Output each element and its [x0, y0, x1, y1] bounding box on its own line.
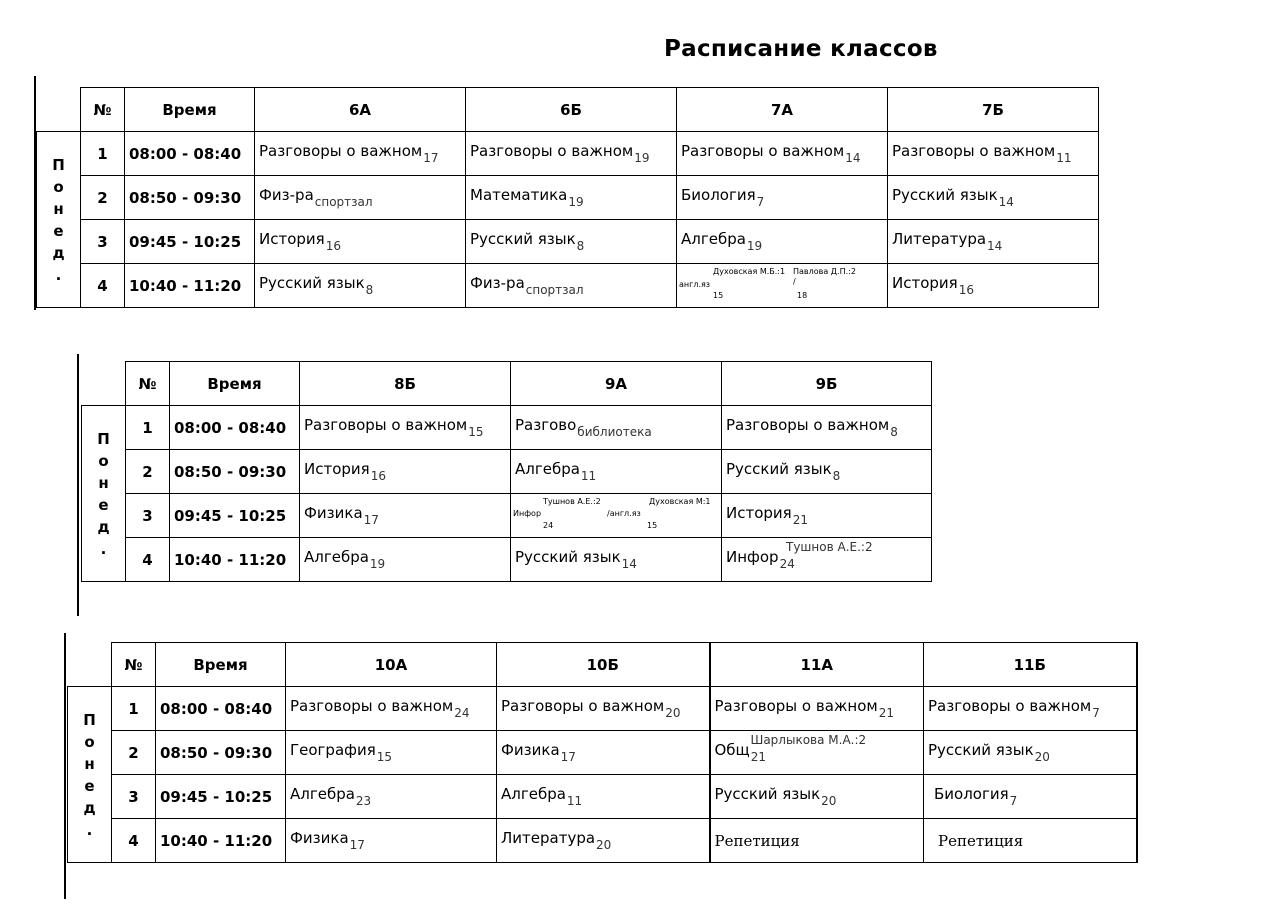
table2-left-rule — [77, 354, 79, 616]
lesson-time: 09:45 - 10:25 — [156, 775, 286, 819]
lesson-cell[interactable]: Физика$_{17}$ — [286, 819, 497, 863]
table3-left-rule — [64, 633, 66, 899]
lesson-cell[interactable]: Математика$_{19}$ — [466, 176, 677, 220]
lesson-cell[interactable]: Русский язык$_8$ — [722, 450, 932, 494]
lesson-cell[interactable]: Алгебра$_{19}$ — [677, 220, 888, 264]
lesson-cell[interactable]: История$_{16}$ — [888, 264, 1099, 308]
lesson-number: 2 — [81, 176, 125, 220]
teacher-note: Тушнов А.Е.:2 — [786, 540, 873, 554]
lesson-number: 4 — [126, 538, 170, 582]
header-class: 7Б — [888, 88, 1099, 132]
schedule-table-8-9 — [81, 361, 932, 582]
lesson-time: 08:00 - 08:40 — [170, 406, 300, 450]
lesson-cell[interactable]: Разговоры о важном$_8$ — [722, 406, 932, 450]
header-num: № — [126, 362, 170, 406]
lesson-cell[interactable]: Разговоры о важном$_{24}$ — [286, 687, 497, 731]
lesson-cell[interactable]: Физ-$ра_{спортзал}$ — [466, 264, 677, 308]
lesson-cell[interactable]: Русский язык$_8$ — [255, 264, 466, 308]
lesson-cell[interactable]: Разговоры о важном$_{19}$ — [466, 132, 677, 176]
schedule-table-10-11 — [67, 642, 1138, 863]
lesson-cell-split[interactable]: Духовская М.Б.:1 Павлова Д.П.:2 англ.яз / 15 18 — [677, 264, 888, 308]
lesson-number: 3 — [112, 775, 156, 819]
schedule-table-6-7 — [36, 87, 1099, 308]
lesson-cell[interactable]: Биология$_7$ — [924, 775, 1137, 819]
header-class: 11А — [710, 643, 924, 687]
page-title: Расписание классов — [664, 36, 938, 62]
lesson-cell[interactable]: Русский язык$_{14}$ — [511, 538, 722, 582]
lesson-cell[interactable]: Разговоры о важном$_{11}$ — [888, 132, 1099, 176]
header-class: 9Б — [722, 362, 932, 406]
header-time: Время — [156, 643, 286, 687]
header-time: Время — [125, 88, 255, 132]
lesson-number: 1 — [112, 687, 156, 731]
lesson-cell[interactable]: Физика$_{17}$ — [497, 731, 710, 775]
lesson-time: 10:40 - 11:20 — [156, 819, 286, 863]
header-class: 8Б — [300, 362, 511, 406]
day-label: П о н е д . — [37, 132, 81, 308]
lesson-number: 3 — [81, 220, 125, 264]
lesson-time: 09:45 - 10:25 — [170, 494, 300, 538]
header-num: № — [81, 88, 125, 132]
lesson-cell[interactable]: Алгебра$_{19}$ — [300, 538, 511, 582]
lesson-cell[interactable]: Разговоры о важном$_{21}$ — [710, 687, 924, 731]
lesson-cell[interactable]: История$_{16}$ — [255, 220, 466, 264]
lesson-cell[interactable]: Алгебра$_{11}$ — [511, 450, 722, 494]
lesson-time: 09:45 - 10:25 — [125, 220, 255, 264]
lesson-cell-split[interactable]: Тушнов А.Е.:2 Духовская М:1 Инфор /англ.яз 24 15 — [511, 494, 722, 538]
lesson-cell[interactable]: Тушнов А.Е.:2 Инфор$_{24}$ — [722, 538, 932, 582]
header-class: 9А — [511, 362, 722, 406]
lesson-cell[interactable]: Репетиция — [710, 819, 924, 863]
lesson-cell[interactable]: Шарлыкова М.А.:2 Общ$_{21}$ — [710, 731, 924, 775]
lesson-number: 2 — [126, 450, 170, 494]
lesson-time: 08:00 - 08:40 — [156, 687, 286, 731]
lesson-cell[interactable]: География$_{15}$ — [286, 731, 497, 775]
lesson-time: 08:50 - 09:30 — [156, 731, 286, 775]
header-class: 10Б — [497, 643, 710, 687]
lesson-number: 4 — [112, 819, 156, 863]
lesson-cell[interactable]: Алгебра$_{11}$ — [497, 775, 710, 819]
lesson-time: 08:50 - 09:30 — [170, 450, 300, 494]
lesson-cell[interactable]: Физика$_{17}$ — [300, 494, 511, 538]
lesson-cell[interactable]: Русский язык$_8$ — [466, 220, 677, 264]
lesson-cell[interactable]: Разговоры о важном$_7$ — [924, 687, 1137, 731]
lesson-cell[interactable]: Русский язык$_{20}$ — [924, 731, 1137, 775]
lesson-number: 2 — [112, 731, 156, 775]
header-class: 6Б — [466, 88, 677, 132]
header-class: 6А — [255, 88, 466, 132]
day-label: П о н е д . — [68, 687, 112, 863]
lesson-time: 10:40 - 11:20 — [170, 538, 300, 582]
lesson-cell[interactable]: Разговоры о важном$_{14}$ — [677, 132, 888, 176]
lesson-cell[interactable]: Разговоры о важном$_{17}$ — [255, 132, 466, 176]
lesson-number: 1 — [81, 132, 125, 176]
lesson-cell[interactable]: Разговоры о важном$_{20}$ — [497, 687, 710, 731]
lesson-cell[interactable]: История$_{21}$ — [722, 494, 932, 538]
lesson-cell[interactable]: История$_{16}$ — [300, 450, 511, 494]
lesson-cell[interactable]: Биология$_7$ — [677, 176, 888, 220]
lesson-cell[interactable]: Алгебра$_{23}$ — [286, 775, 497, 819]
lesson-cell[interactable]: Русский язык$_{14}$ — [888, 176, 1099, 220]
header-class: 11Б — [924, 643, 1137, 687]
header-class: 7А — [677, 88, 888, 132]
header-time: Время — [170, 362, 300, 406]
lesson-number: 3 — [126, 494, 170, 538]
day-label: П о н е д . — [82, 406, 126, 582]
lesson-number: 1 — [126, 406, 170, 450]
lesson-cell[interactable]: Литература$_{20}$ — [497, 819, 710, 863]
lesson-time: 08:00 - 08:40 — [125, 132, 255, 176]
lesson-time: 08:50 - 09:30 — [125, 176, 255, 220]
teacher-note: Шарлыкова М.А.:2 — [750, 733, 867, 747]
lesson-cell[interactable]: Репетиция — [924, 819, 1137, 863]
lesson-time: 10:40 - 11:20 — [125, 264, 255, 308]
lesson-cell[interactable]: Разгово$_{библиотека}$ — [511, 406, 722, 450]
lesson-cell[interactable]: Физ-$ра_{спортзал}$ — [255, 176, 466, 220]
lesson-cell[interactable]: Разговоры о важном$_{15}$ — [300, 406, 511, 450]
header-num: № — [112, 643, 156, 687]
header-class: 10А — [286, 643, 497, 687]
lesson-number: 4 — [81, 264, 125, 308]
lesson-cell[interactable]: Литература$_{14}$ — [888, 220, 1099, 264]
lesson-cell[interactable]: Русский язык$_{20}$ — [710, 775, 924, 819]
